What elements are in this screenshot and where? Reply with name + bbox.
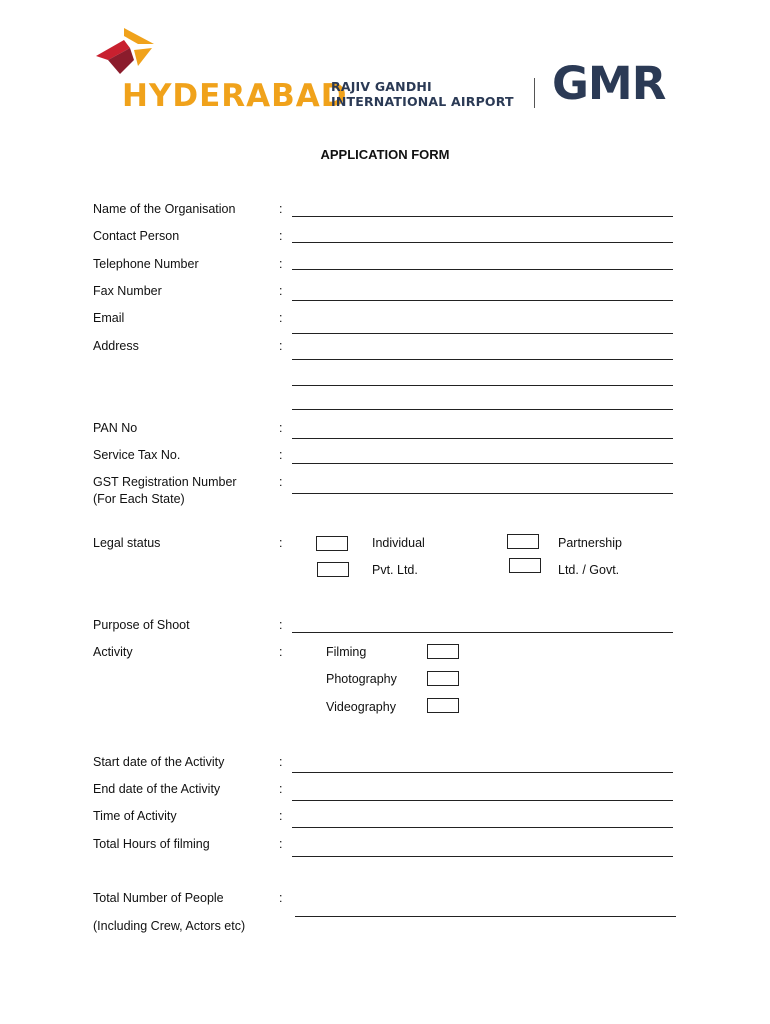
option-filming: Filming — [326, 645, 367, 659]
address-field-line-1[interactable] — [292, 359, 673, 360]
label-telephone: Telephone Number — [93, 257, 199, 271]
individual-checkbox[interactable] — [316, 536, 348, 551]
total-people-field[interactable] — [295, 916, 676, 917]
contact-person-field[interactable] — [292, 242, 673, 243]
colon: : — [279, 618, 283, 632]
option-videography: Videography — [326, 700, 396, 714]
photography-checkbox[interactable] — [427, 671, 459, 686]
address-field-line-3[interactable] — [292, 409, 673, 410]
address-field-line-2[interactable] — [292, 385, 673, 386]
label-total-hours: Total Hours of filming — [93, 837, 210, 851]
option-ltd-govt: Ltd. / Govt. — [558, 563, 620, 577]
label-legal-status: Legal status — [93, 536, 161, 550]
service-tax-field[interactable] — [292, 463, 673, 464]
total-hours-field[interactable] — [292, 856, 673, 857]
label-activity: Activity — [93, 645, 133, 659]
start-date-field[interactable] — [292, 772, 673, 773]
logo-hyderabad: HYDERABAD — [122, 78, 348, 114]
colon: : — [279, 257, 283, 271]
telephone-field[interactable] — [292, 269, 673, 270]
filming-checkbox[interactable] — [427, 644, 459, 659]
colon: : — [279, 311, 283, 325]
colon: : — [279, 782, 283, 796]
option-pvt-ltd: Pvt. Ltd. — [372, 563, 418, 577]
fax-field[interactable] — [292, 300, 673, 301]
colon: : — [279, 809, 283, 823]
pvt-ltd-checkbox[interactable] — [317, 562, 349, 577]
colon: : — [279, 448, 283, 462]
label-start-date: Start date of the Activity — [93, 755, 225, 769]
videography-checkbox[interactable] — [427, 698, 459, 713]
label-purpose: Purpose of Shoot — [93, 618, 190, 632]
partnership-checkbox[interactable] — [507, 534, 539, 549]
label-service-tax: Service Tax No. — [93, 448, 181, 462]
label-total-people: Total Number of People — [93, 891, 224, 905]
label-email: Email — [93, 311, 125, 325]
colon: : — [279, 837, 283, 851]
pan-field[interactable] — [292, 438, 673, 439]
colon: : — [279, 229, 283, 243]
purpose-field[interactable] — [292, 632, 673, 633]
label-gst: GST Registration Number — [93, 475, 237, 489]
label-total-people-note: (Including Crew, Actors etc) — [93, 919, 246, 933]
label-contact-person: Contact Person — [93, 229, 180, 243]
colon: : — [279, 421, 283, 435]
logo-divider — [534, 78, 535, 108]
label-fax: Fax Number — [93, 284, 162, 298]
colon: : — [279, 891, 283, 905]
option-partnership: Partnership — [558, 536, 622, 550]
colon: : — [279, 755, 283, 769]
colon: : — [279, 284, 283, 298]
logo-rajiv-gandhi: RAJIV GANDHI — [331, 79, 432, 94]
gst-field[interactable] — [292, 493, 673, 494]
label-time: Time of Activity — [93, 809, 177, 823]
form-title: APPLICATION FORM — [320, 147, 450, 162]
colon: : — [279, 645, 283, 659]
colon: : — [279, 202, 283, 216]
end-date-field[interactable] — [292, 800, 673, 801]
colon: : — [279, 339, 283, 353]
label-end-date: End date of the Activity — [93, 782, 221, 796]
email-field[interactable] — [292, 333, 673, 334]
label-gst-note: (For Each State) — [93, 492, 185, 506]
colon: : — [279, 475, 283, 489]
label-address: Address — [93, 339, 139, 353]
time-field[interactable] — [292, 827, 673, 828]
airport-logo-mark-icon — [94, 26, 156, 78]
logo-international-airport: INTERNATIONAL AIRPORT — [331, 94, 514, 109]
ltd-govt-checkbox[interactable] — [509, 558, 541, 573]
option-individual: Individual — [372, 536, 425, 550]
colon: : — [279, 536, 283, 550]
label-organisation: Name of the Organisation — [93, 202, 236, 216]
label-pan: PAN No — [93, 421, 138, 435]
organisation-field[interactable] — [292, 216, 673, 217]
gmr-logo: GMR — [552, 57, 666, 110]
option-photography: Photography — [326, 672, 397, 686]
